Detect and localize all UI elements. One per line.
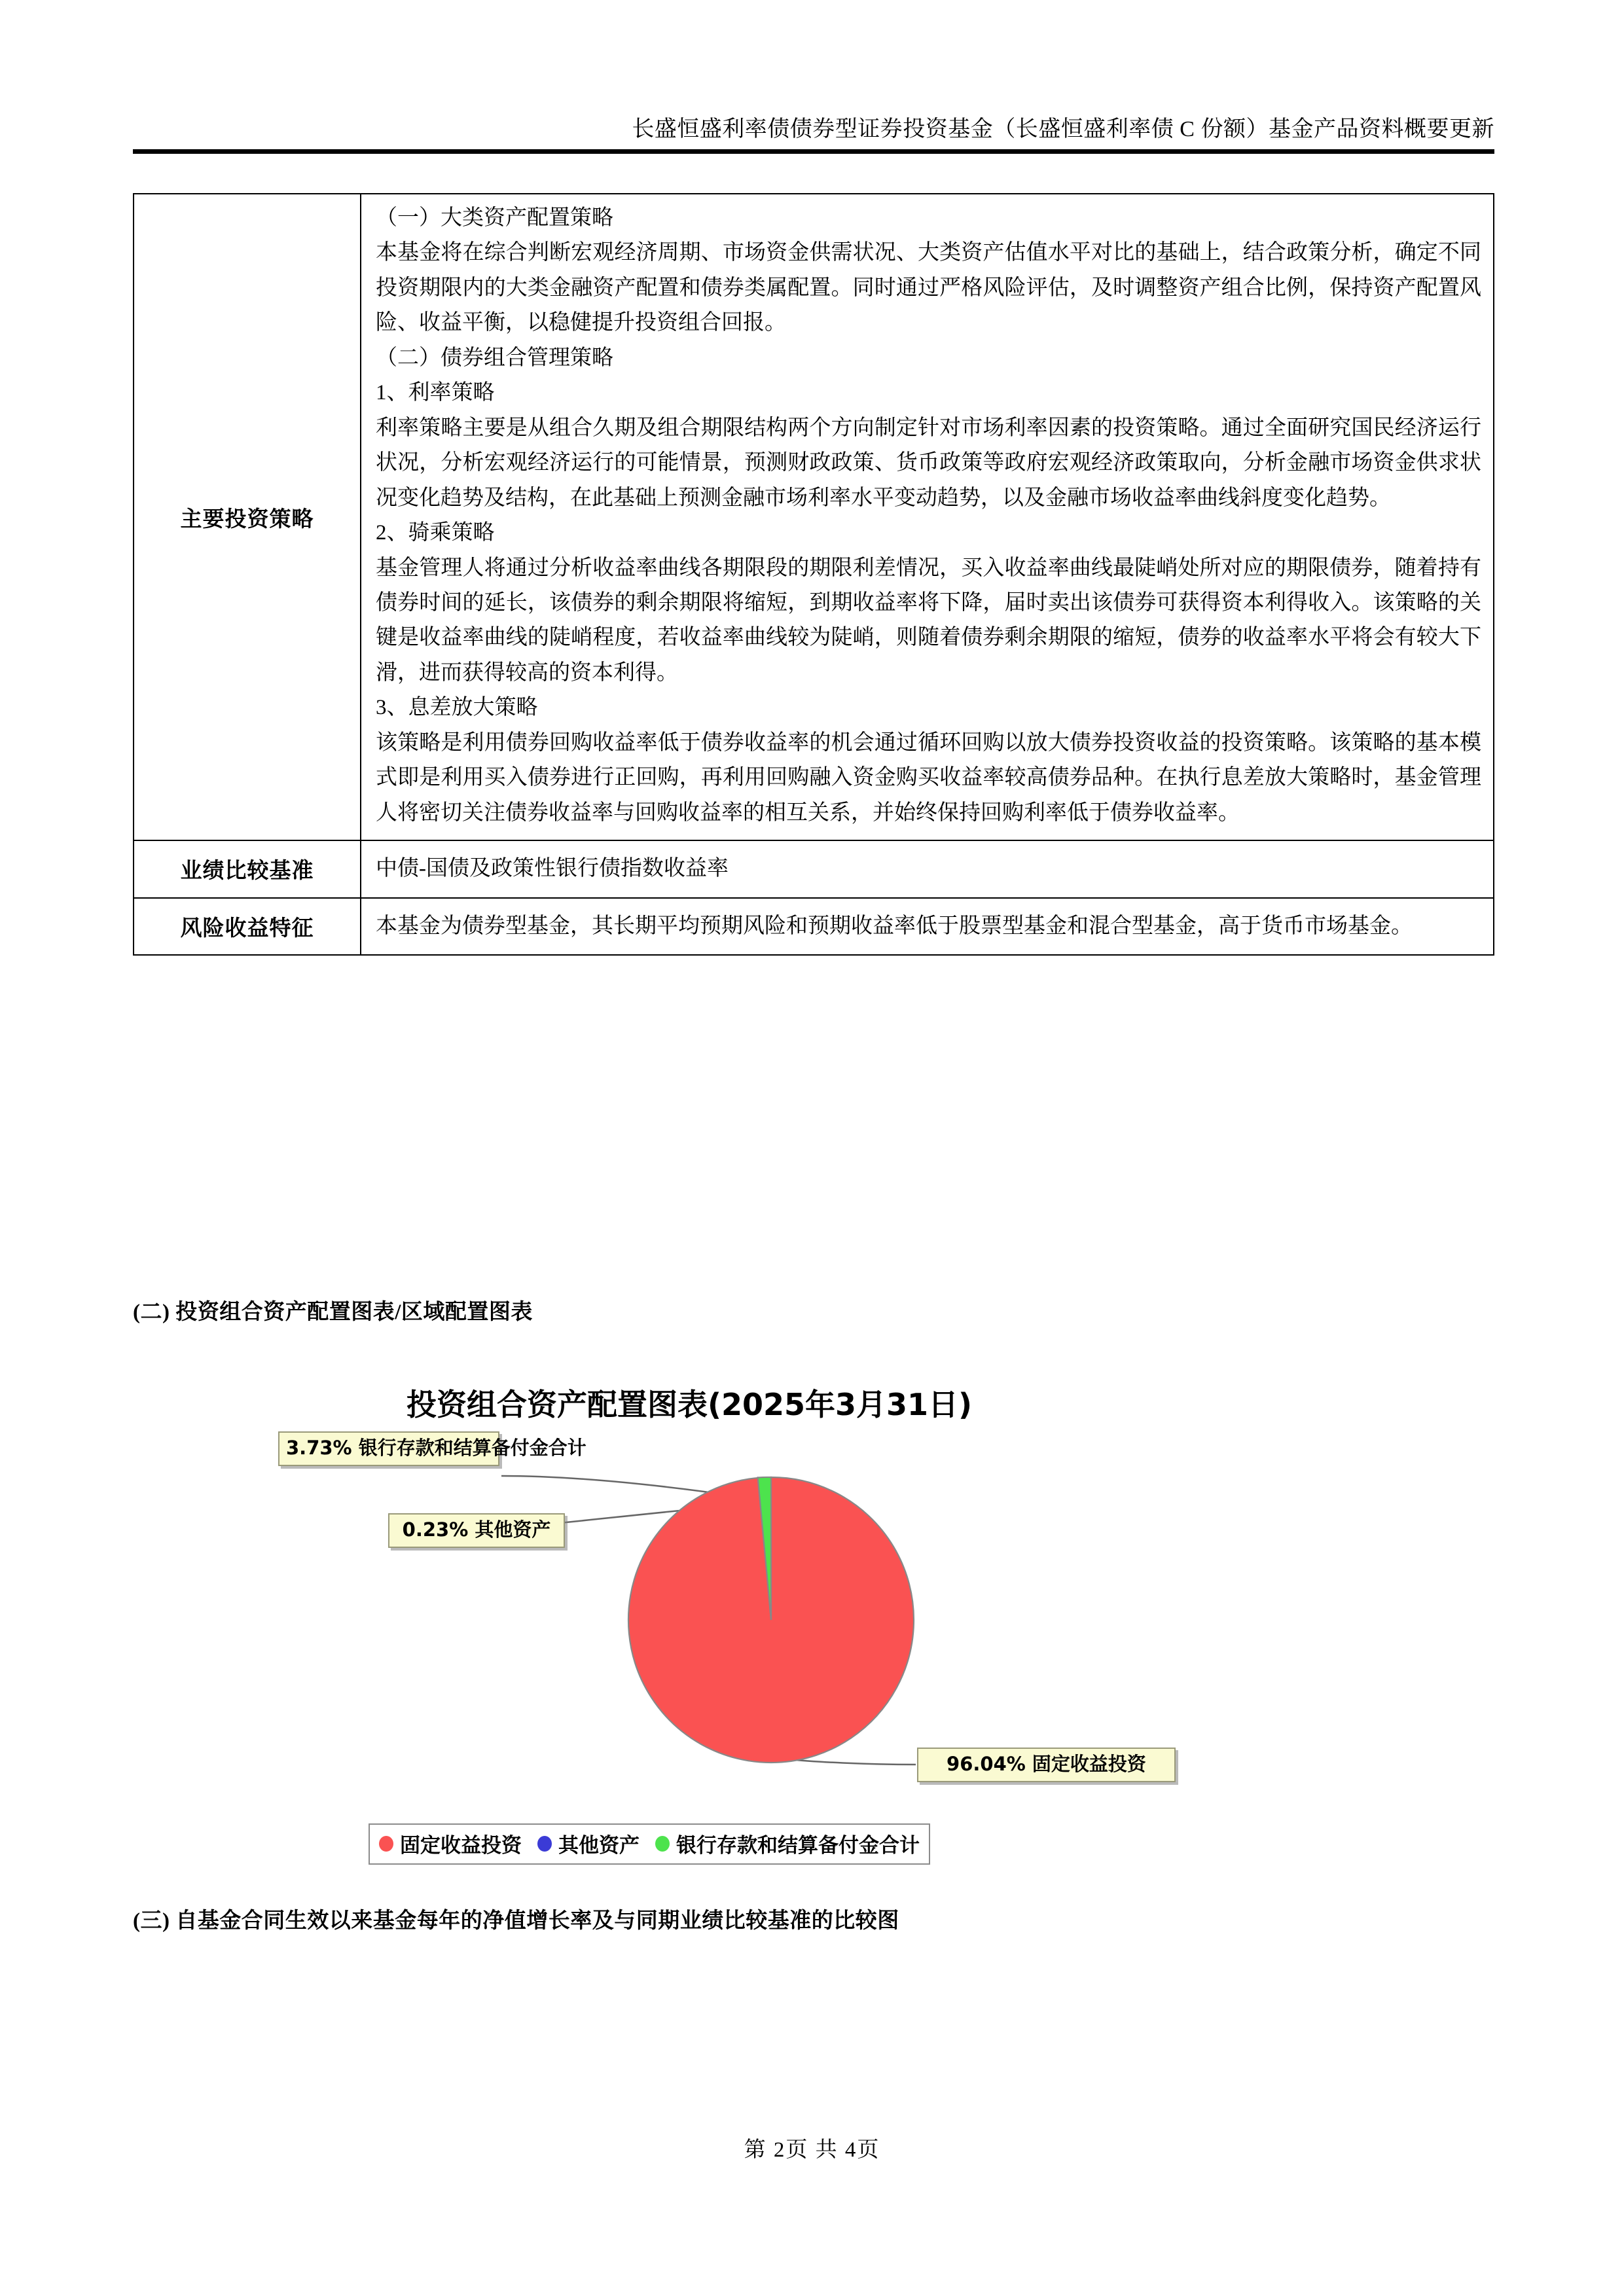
legend-item-fixed-income xyxy=(379,1829,522,1858)
legend-item-bank-deposits xyxy=(655,1829,920,1858)
legend-label: 固定收益投资 xyxy=(400,1834,522,1857)
table-row xyxy=(134,194,1494,840)
table-row xyxy=(134,840,1494,897)
paragraph: 本基金将在综合判断宏观经济周期、市场资金供需状况、大类资产估值水平对比的基础上，结合政策分析，确定不同投资期限内的大类金融资产配置和债券类属配置。同时通过严格风险评估，及时调整资产组合比例，保持资产配置风险、收益平衡，以稳健提升投资组合回报。 xyxy=(376,241,1481,335)
paragraph: 本基金为债券型基金，其长期平均预期风险和预期收益率低于股票型基金和混合型基金，高于货币市场基金。 xyxy=(376,914,1413,938)
page-header-title: 长盛恒盛利率债债券型证券投资基金（长盛恒盛利率债 C 份额）基金产品资料概要更新 xyxy=(632,117,1494,141)
paragraph: 基金管理人将通过分析收益率曲线各期限段的期限利差情况，买入收益率曲线最陡峭处所对应的期限债券，随着持有债券时间的延长，该债券的剩余期限将缩短，到期收益率将下降，届时卖出该债券可获得资本利得收入。该策略的关键是收益率曲线的陡峭程度，若收益率曲线较为陡峭，则随着债券剩余期限的缩短，债券的收益率水平将会有较大下滑，进而获得较高的资本利得。 xyxy=(376,556,1481,685)
row-label-risk-return: 风险收益特征 xyxy=(134,898,361,955)
callout-fixed-income: 96.04% 固定收益投资 xyxy=(917,1748,1176,1782)
section-heading-three: (三) 自基金合同生效以来基金每年的净值增长率及与同期业绩比较基准的比较图 xyxy=(133,1909,899,1933)
paragraph: 2、骑乘策略 xyxy=(376,521,495,545)
legend-dot-icon xyxy=(379,1836,393,1852)
row-content-benchmark xyxy=(361,840,1494,897)
legend-label: 其他资产 xyxy=(558,1834,640,1857)
legend-item-other-assets xyxy=(537,1829,640,1858)
fund-strategy-table xyxy=(133,193,1494,956)
asset-allocation-chart xyxy=(133,1361,1494,1885)
paragraph: （一）大类资产配置策略 xyxy=(376,206,613,230)
pie-svg xyxy=(617,1466,925,1774)
section-heading-two: (二) 投资组合资产配置图表/区域配置图表 xyxy=(133,1300,533,1324)
pie-chart xyxy=(617,1466,925,1774)
page-footer: 第 2页 共 4页 xyxy=(744,2138,880,2162)
paragraph: （二）债券组合管理策略 xyxy=(376,346,613,370)
row-content-risk-return xyxy=(361,898,1494,955)
chart-title: 投资组合资产配置图表(2025年3月31日) xyxy=(406,1387,973,1422)
row-label-main-strategy: 主要投资策略 xyxy=(134,194,361,840)
legend-label: 银行存款和结算备付金合计 xyxy=(676,1834,920,1857)
row-label-benchmark: 业绩比较基准 xyxy=(134,840,361,897)
paragraph: 3、息差放大策略 xyxy=(376,696,538,720)
callout-bank-deposits: 3.73% 银行存款和结算备付金合计 xyxy=(278,1431,499,1466)
paragraph: 1、利率策略 xyxy=(376,381,495,405)
legend-dot-icon xyxy=(655,1836,670,1852)
paragraph: 该策略是利用债券回购收益率低于债券收益率的机会通过循环回购以放大债券投资收益的投资策略。该策略的基本模式即是利用买入债券进行正回购，再利用回购融入资金购买收益率较高债券品种。在执行息差放大策略时，基金管理人将密切关注债券收益率与回购收益率的相互关系，并始终保持回购利率低于债券收益率。 xyxy=(376,730,1481,825)
row-content-main-strategy xyxy=(361,194,1494,840)
legend-dot-icon xyxy=(537,1836,552,1852)
paragraph: 利率策略主要是从组合久期及组合期限结构两个方向制定针对市场利率因素的投资策略。通过全面研究国民经济运行状况，分析宏观经济运行的可能情景，预测财政政策、货币政策等政府宏观经济政策取向，分析金融市场资金供求状况变化趋势及结构，在此基础上预测金融市场利率水平变动趋势，以及金融市场收益率曲线斜度变化趋势。 xyxy=(376,416,1481,510)
paragraph: 中债-国债及政策性银行债指数收益率 xyxy=(376,857,729,881)
chart-legend xyxy=(369,1823,930,1865)
callout-other-assets: 0.23% 其他资产 xyxy=(388,1513,565,1548)
table-row xyxy=(134,898,1494,955)
header-divider xyxy=(133,149,1494,154)
